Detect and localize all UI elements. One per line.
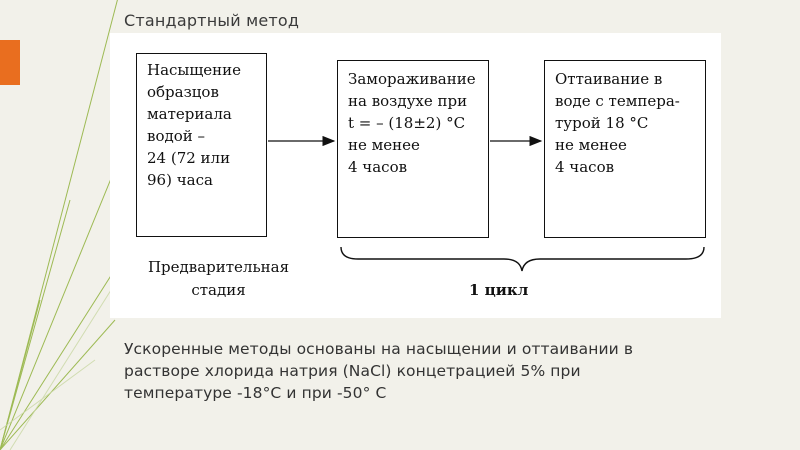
step-thawing-box: Оттаивание в воде с темпера- турой 18 °С не менее 4 часов [544, 60, 706, 238]
step-freezing-box: Замораживание на воздухе при t = – (18±2) °С не менее 4 часов [337, 60, 489, 238]
body-text: Ускоренные методы основаны на насыщении и оттаивании в растворе хлорида натрия (NaCl) концетрацией 5% при температуре -18°С и при -50° С [124, 340, 634, 402]
step-saturation-box: Насыщение образцов материала водой – 24 (72 или 96) часа [136, 53, 267, 237]
slide-title: Стандартный метод [124, 11, 300, 30]
process-diagram [110, 33, 721, 318]
cycle-label: 1 цикл [469, 281, 529, 299]
accent-bar [0, 40, 20, 85]
preliminary-stage-label: Предварительная стадия [147, 258, 290, 299]
cycle-brace [341, 247, 704, 271]
